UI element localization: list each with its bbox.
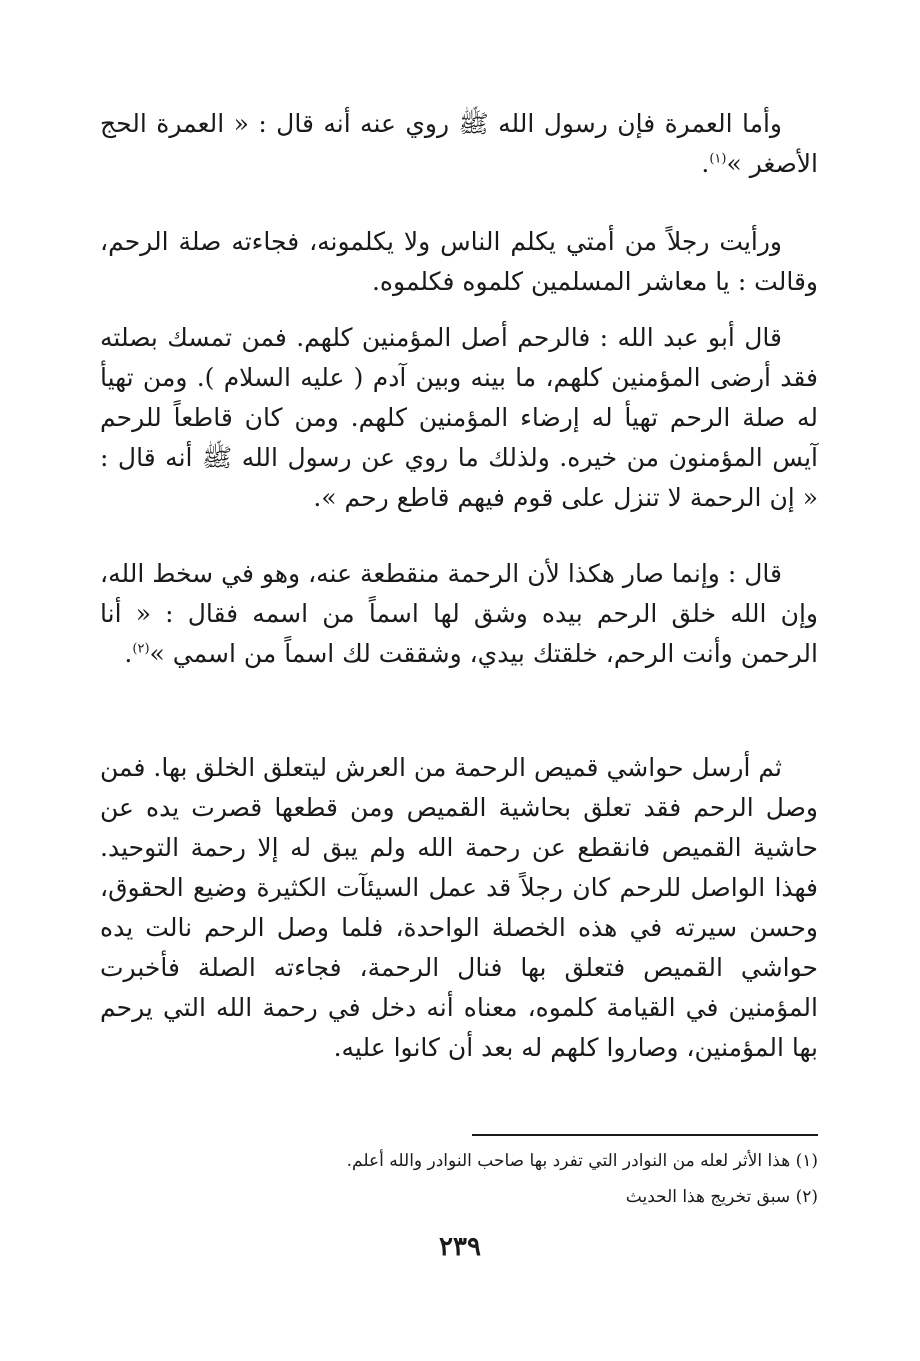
paragraph-abu-abdullah — [100, 318, 818, 518]
paragraph-text: قال أبو عبد الله : فالرحم أصل المؤمنين كلهم. فمن تمسك بصلته فقد أرضى المؤمنين كلهم، ما بينه وبين آدم ( عليه السلام ). ومن تهيأ له صلة الرحم تهيأ له إرضاء المؤمنين كلهم. ومن كان قاطعاً للرحم آيس المؤمنون من خيره. ولذلك ما روي عن رسول الله ﷺ أنه قال : « إن الرحمة لا تنزل على قوم فيهم قاطع رحم ». — [100, 323, 818, 512]
footnote-divider — [472, 1134, 818, 1136]
paragraph-kinship-man — [100, 222, 818, 302]
paragraph-text: وأما العمرة فإن رسول الله ﷺ روي عنه أنه قال : « العمرة الحج الأصغر » — [100, 109, 818, 178]
paragraph-umrah: وأما العمرة فإن رسول الله ﷺ روي عنه أنه قال : « العمرة الحج الأصغر »$^{(١)}$. — [100, 109, 818, 178]
footnote-ref-1: (١) — [709, 151, 727, 167]
footnote-ref-2: (٢) — [132, 641, 150, 657]
footnote-text: هذا الأثر لعله من النوادر التي تفرد بها صاحب النوادر والله أعلم. — [346, 1151, 791, 1171]
paragraph-rahm-name: قال : وإنما صار هكذا لأن الرحمة منقطعة عنه، وهو في سخط الله، وإن الله خلق الرحم بيده وشق لها اسماً من اسمه فقال : « أنا الرحمن وأنت الرحم، خلقتك بيدي، وشققت لك اسماً من اسمي »$^{(٢)}$. — [100, 559, 818, 668]
page-number: ٢٣٩ — [439, 1232, 481, 1262]
paragraph-text: ثم أرسل حواشي قميص الرحمة من العرش ليتعلق الخلق بها. فمن وصل الرحم فقد تعلق بحاشية القميص ومن قطعها قصرت يده عن حاشية القميص فانقطع عن رحمة الله ولم يبق له إلا رحمة التوحيد. فهذا الواصل للرحم كان رجلاً قد عمل السيئآت الكثيرة وضيع الحقوق، وحسن سيرته في هذه الخصلة الواحدة، فلما وصل الرحم نالت يده حواشي القميص فتعلق بها فنال الرحمة، فجاءته الصلة فأخبرت المؤمنين في القيامة كلموه، معناه أنه دخل في رحمة الله التي يرحم بها المؤمنين، وصاروا كلهم له بعد أن كانوا عليه. — [100, 753, 818, 1062]
paragraph-mercy-garment — [100, 748, 818, 1068]
footnote-text: سبق تخريج هذا الحديث — [625, 1187, 791, 1207]
footnote-marker: (١) — [795, 1151, 818, 1171]
footnote-1 — [100, 1148, 818, 1174]
footnote-marker: (٢) — [795, 1187, 818, 1207]
paragraph-text: قال : وإنما صار هكذا لأن الرحمة منقطعة عنه، وهو في سخط الله، وإن الله خلق الرحم بيده وشق لها اسماً من اسمه فقال : « أنا الرحمن وأنت الرحم، خلقتك بيدي، وشققت لك اسماً من اسمي » — [100, 559, 818, 668]
paragraph-text: ورأيت رجلاً من أمتي يكلم الناس ولا يكلمونه، فجاءته صلة الرحم، وقالت : يا معاشر المسلمين كلموه فكلموه. — [100, 227, 818, 296]
footnote-2 — [100, 1184, 818, 1210]
